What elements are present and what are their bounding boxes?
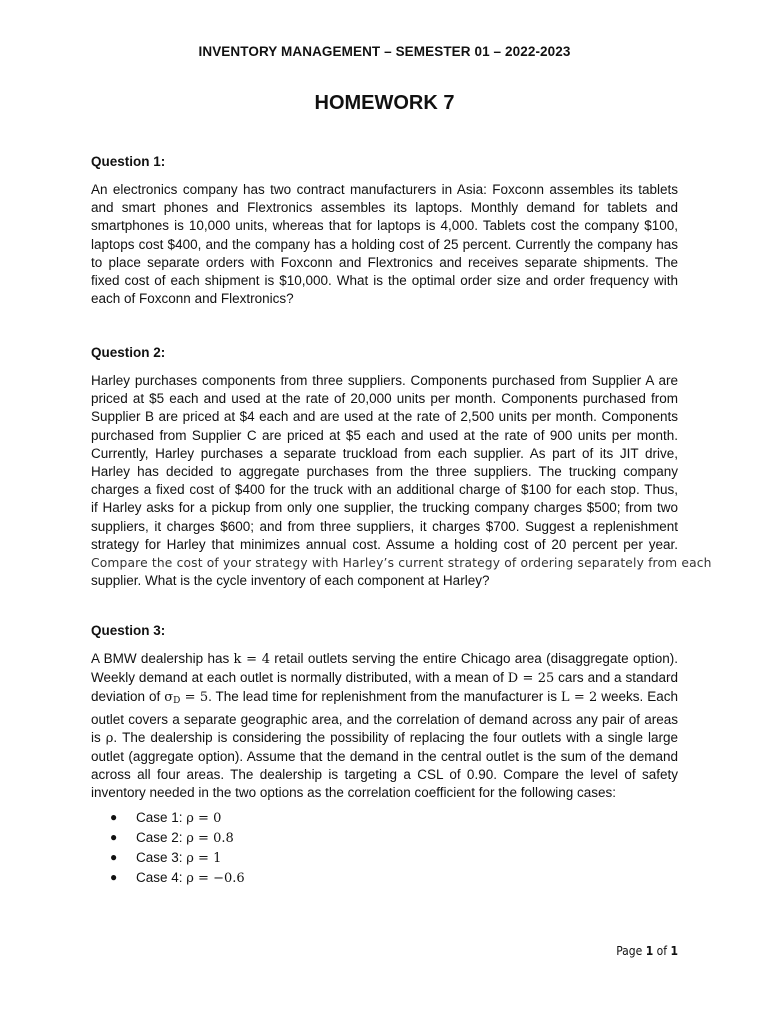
list-item: ● Case 1: ρ = 0	[110, 810, 222, 826]
q1-line: to place separate orders with Foxconn and Flextronics and receives separate shipments. The	[91, 254, 678, 270]
q2-line: Harley purchases components from three suppliers. Components purchased from Supplier A are	[91, 373, 678, 388]
math-l: L = 2	[560, 690, 598, 706]
math-sigma: $\sigma_D = 5$	[164, 690, 209, 707]
q2-line: supplier. What is the cycle inventory of each component at Harley?	[91, 573, 490, 589]
math-rho: ρ	[105, 730, 114, 746]
q2-line: priced at $5 each and used at the rate of 20,000 units per month. Components purchased from	[91, 391, 678, 407]
question-3-heading: Question 3:	[91, 623, 166, 638]
question-3-text	[91, 650, 678, 803]
q3-line: is ρ. The dealership is considering the possibility of replacing the four outlets with a single large	[91, 729, 679, 746]
bullet-icon: ●	[110, 870, 118, 884]
q1-line: laptops cost $400, and the company has a holding cost of 25 percent. Currently the company has	[91, 236, 678, 252]
q2-line: suppliers, it charges $600; and from three suppliers, it charges $700. Suggest a replenishment	[91, 518, 678, 534]
q3-line: across all four areas. The dealership is targeting a CSL of 0.90. Compare the level of safety	[91, 767, 678, 783]
list-item: ● Case 2: ρ = 0.8	[110, 830, 234, 846]
q1-line: and smart phones and Flextronics assembles its laptops. Monthly demand for tablets and	[91, 200, 678, 216]
q1-line: smartphones is 10,000 units, whereas that for laptops is 4,000. Tablets cost the company $100,	[91, 218, 678, 234]
q1-line: An electronics company has two contract manufacturers in Asia: Foxconn assembles its tablets	[91, 182, 678, 197]
bullet-icon: ●	[110, 810, 118, 824]
q1-line: each of Foxconn and Flextronics?	[91, 291, 294, 307]
q2-line: Compare the cost of your strategy with Harley’s current strategy of ordering separately from each	[91, 556, 712, 571]
q2-line: Harley has decided to aggregate purchases from the three suppliers. The trucking company	[91, 464, 678, 480]
q3-line: Weekly demand at each outlet is normally distributed, with a mean of D = 25 cars and a standard	[91, 670, 678, 687]
bullet-icon: ●	[110, 830, 118, 844]
q1-line: fixed cost of each shipment is $10,000. What is the optimal order size and order frequency with	[91, 273, 678, 289]
question-2-heading: Question 2:	[91, 345, 166, 360]
q2-line: strategy for Harley that minimizes annual cost. Assume a holding cost of 20 percent per year.	[91, 536, 678, 552]
list-item: ● Case 3: ρ = 1	[110, 850, 222, 866]
bullet-icon: ●	[110, 850, 118, 864]
course-header: INVENTORY MANAGEMENT – SEMESTER 01 – 2022-2023	[198, 44, 571, 59]
q2-line: Supplier B are priced at $4 each and are used at the rate of 2,500 units per month. Components	[91, 409, 678, 425]
page-number: Page 1 of 1	[616, 944, 678, 958]
q3-line: deviation of $\sigma_D = 5$. The lead time for replenishment from the manufacturer is L = 2 weeks. Each	[91, 689, 678, 707]
q2-line: if Harley asks for a pickup from only one supplier, the trucking company charges $500; from two	[91, 500, 678, 516]
q2-line: purchased from Supplier C are priced at $5 each and used at the rate of 900 units per month.	[91, 427, 678, 443]
question-2-text	[91, 372, 712, 590]
q3-line: inventory needed in the two options as the correlation coefficient for the following cases:	[91, 785, 617, 801]
q2-line: charges a fixed cost of $400 for the truck with an additional charge of $100 for each stop. Thus,	[91, 482, 678, 498]
q3-line: A BMW dealership has k = 4 retail outlets serving the entire Chicago area (disaggregate option).	[91, 651, 678, 667]
q3-line: outlet covers a separate geographic area, and the correlation of demand across any pair of areas	[91, 711, 678, 727]
math-k: k = 4	[233, 652, 270, 667]
question-1-heading: Question 1:	[91, 154, 166, 169]
q3-line: outlet (aggregate option). Assume that the demand in the central outlet is the sum of the demand	[91, 749, 678, 765]
list-item: ● Case 4: ρ = −0.6	[110, 870, 245, 886]
q2-line: Currently, Harley purchases a separate truckload from each supplier. As part of its JIT drive,	[91, 445, 678, 461]
homework-title: HOMEWORK 7	[314, 92, 455, 114]
question-1-text	[91, 181, 678, 308]
case-list	[91, 808, 245, 888]
math-d: D = 25	[507, 671, 555, 687]
